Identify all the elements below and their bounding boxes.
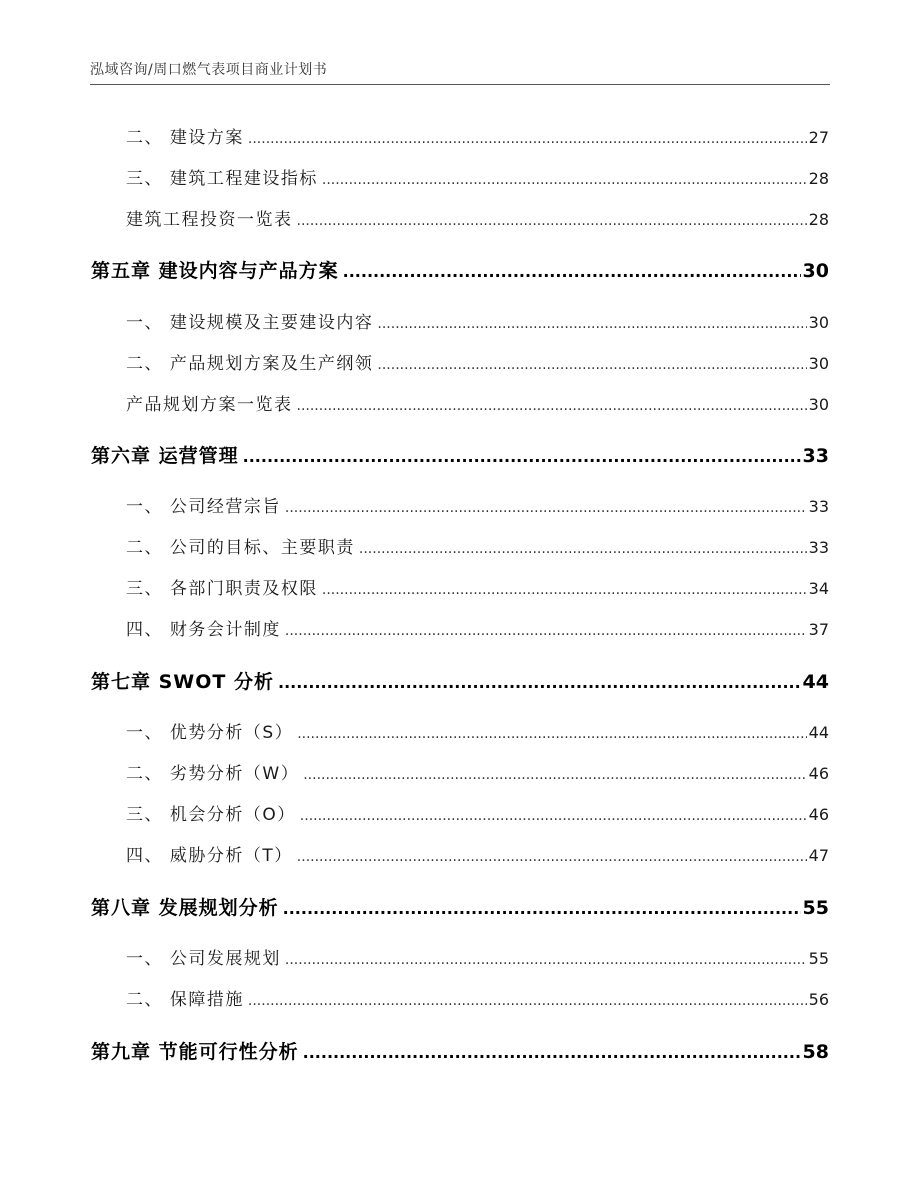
- toc-entry-title: 一、 建设规模及主要建设内容: [126, 313, 374, 333]
- toc-dot-leader: [248, 993, 807, 1009]
- toc-dot-leader: [300, 808, 807, 824]
- toc-section-entry[interactable]: [126, 574, 829, 599]
- toc-dot-leader: [322, 172, 807, 188]
- toc-page-number: 28: [808, 169, 829, 188]
- toc-dot-leader: [297, 398, 807, 414]
- toc-dot-leader: [285, 952, 807, 968]
- toc-entry-title: 三、 各部门职责及权限: [126, 579, 318, 599]
- toc-section-entry[interactable]: [126, 718, 829, 743]
- toc-page-number: 30: [802, 260, 829, 282]
- toc-page-number: 30: [808, 313, 829, 332]
- toc-dot-leader: [303, 1043, 801, 1062]
- toc-section-entry[interactable]: [126, 164, 829, 189]
- toc-page-number: 28: [808, 210, 829, 229]
- toc-entry-title: 一、 公司发展规划: [126, 949, 281, 969]
- toc-section-entry[interactable]: [126, 533, 829, 558]
- toc-page-number: 44: [802, 671, 829, 693]
- toc-entry-title: 四、 财务会计制度: [126, 620, 281, 640]
- toc-entry-title: 四、 威胁分析（T）: [126, 846, 293, 866]
- toc-section-entry[interactable]: [126, 759, 829, 784]
- toc-page-number: 46: [808, 764, 829, 783]
- toc-dot-leader: [278, 673, 801, 692]
- toc-chapter-entry[interactable]: [91, 667, 829, 694]
- toc-chapter-entry[interactable]: [91, 1037, 829, 1064]
- toc-entry-title: 二、 产品规划方案及生产纲领: [126, 354, 374, 374]
- toc-dot-leader: [297, 726, 806, 742]
- toc-page-number: 46: [808, 805, 829, 824]
- toc-section-entry[interactable]: [126, 308, 829, 333]
- toc-page-number: 30: [808, 354, 829, 373]
- toc-entry-title: 建筑工程投资一览表: [126, 210, 293, 230]
- toc-section-entry[interactable]: [126, 944, 829, 969]
- toc-entry-title: 第九章 节能可行性分析: [91, 1041, 299, 1063]
- toc-entry-title: 二、 劣势分析（W）: [126, 764, 300, 784]
- toc-dot-leader: [285, 500, 807, 516]
- toc-entry-title: 一、 公司经营宗旨: [126, 497, 281, 517]
- toc-dot-leader: [283, 899, 801, 918]
- toc-page-number: 55: [802, 897, 829, 919]
- toc-page-number: 58: [802, 1041, 829, 1063]
- toc-dot-leader: [297, 849, 807, 865]
- toc-section-entry[interactable]: [126, 985, 829, 1010]
- toc-entry-title: 产品规划方案一览表: [126, 395, 293, 415]
- toc-page-number: 47: [808, 846, 829, 865]
- toc-page-number: 30: [808, 395, 829, 414]
- toc-dot-leader: [377, 316, 806, 332]
- toc-section-entry[interactable]: [126, 841, 829, 866]
- toc-section-entry[interactable]: [126, 390, 829, 415]
- toc-dot-leader: [303, 767, 806, 783]
- toc-page-number: 33: [808, 538, 829, 557]
- toc-page-number: 33: [802, 445, 829, 467]
- toc-page-number: 44: [808, 723, 829, 742]
- toc-entry-title: 二、 公司的目标、主要职责: [126, 538, 355, 558]
- toc-page-number: 56: [808, 990, 829, 1009]
- toc-dot-leader: [243, 447, 801, 466]
- toc-entry-title: 三、 建筑工程建设指标: [126, 169, 318, 189]
- toc-dot-leader: [322, 582, 807, 598]
- toc-entry-title: 第五章 建设内容与产品方案: [91, 260, 339, 282]
- toc-entry-title: 第六章 运营管理: [91, 445, 239, 467]
- toc-dot-leader: [297, 213, 807, 229]
- toc-entry-title: 第八章 发展规划分析: [91, 897, 279, 919]
- toc-page-number: 55: [808, 949, 829, 968]
- toc-entry-title: 二、 保障措施: [126, 990, 244, 1010]
- toc-dot-leader: [248, 131, 807, 147]
- toc-chapter-entry[interactable]: [91, 441, 829, 468]
- toc-dot-leader: [359, 541, 807, 557]
- toc-chapter-entry[interactable]: [91, 256, 829, 283]
- toc-section-entry[interactable]: [126, 349, 829, 374]
- toc-section-entry[interactable]: [126, 205, 829, 230]
- toc-section-entry[interactable]: [126, 800, 829, 825]
- toc-entry-title: 三、 机会分析（O）: [126, 805, 296, 825]
- toc-section-entry[interactable]: [126, 492, 829, 517]
- toc-chapter-entry[interactable]: [91, 893, 829, 920]
- toc-dot-leader: [343, 262, 801, 281]
- toc-dot-leader: [285, 623, 807, 639]
- toc-page-number: 34: [808, 579, 829, 598]
- toc-section-entry[interactable]: [126, 123, 829, 148]
- toc-entry-title: 第七章 SWOT 分析: [91, 671, 274, 693]
- toc-entry-title: 一、 优势分析（S）: [126, 723, 294, 743]
- toc-page-number: 33: [808, 497, 829, 516]
- toc-entry-title: 二、 建设方案: [126, 128, 244, 148]
- toc-section-entry[interactable]: [126, 615, 829, 640]
- toc-dot-leader: [377, 357, 806, 373]
- running-header: 泓域咨询/周口燃气表项目商业计划书: [90, 62, 328, 78]
- toc-page-number: 37: [808, 620, 829, 639]
- toc-page-number: 27: [808, 128, 829, 147]
